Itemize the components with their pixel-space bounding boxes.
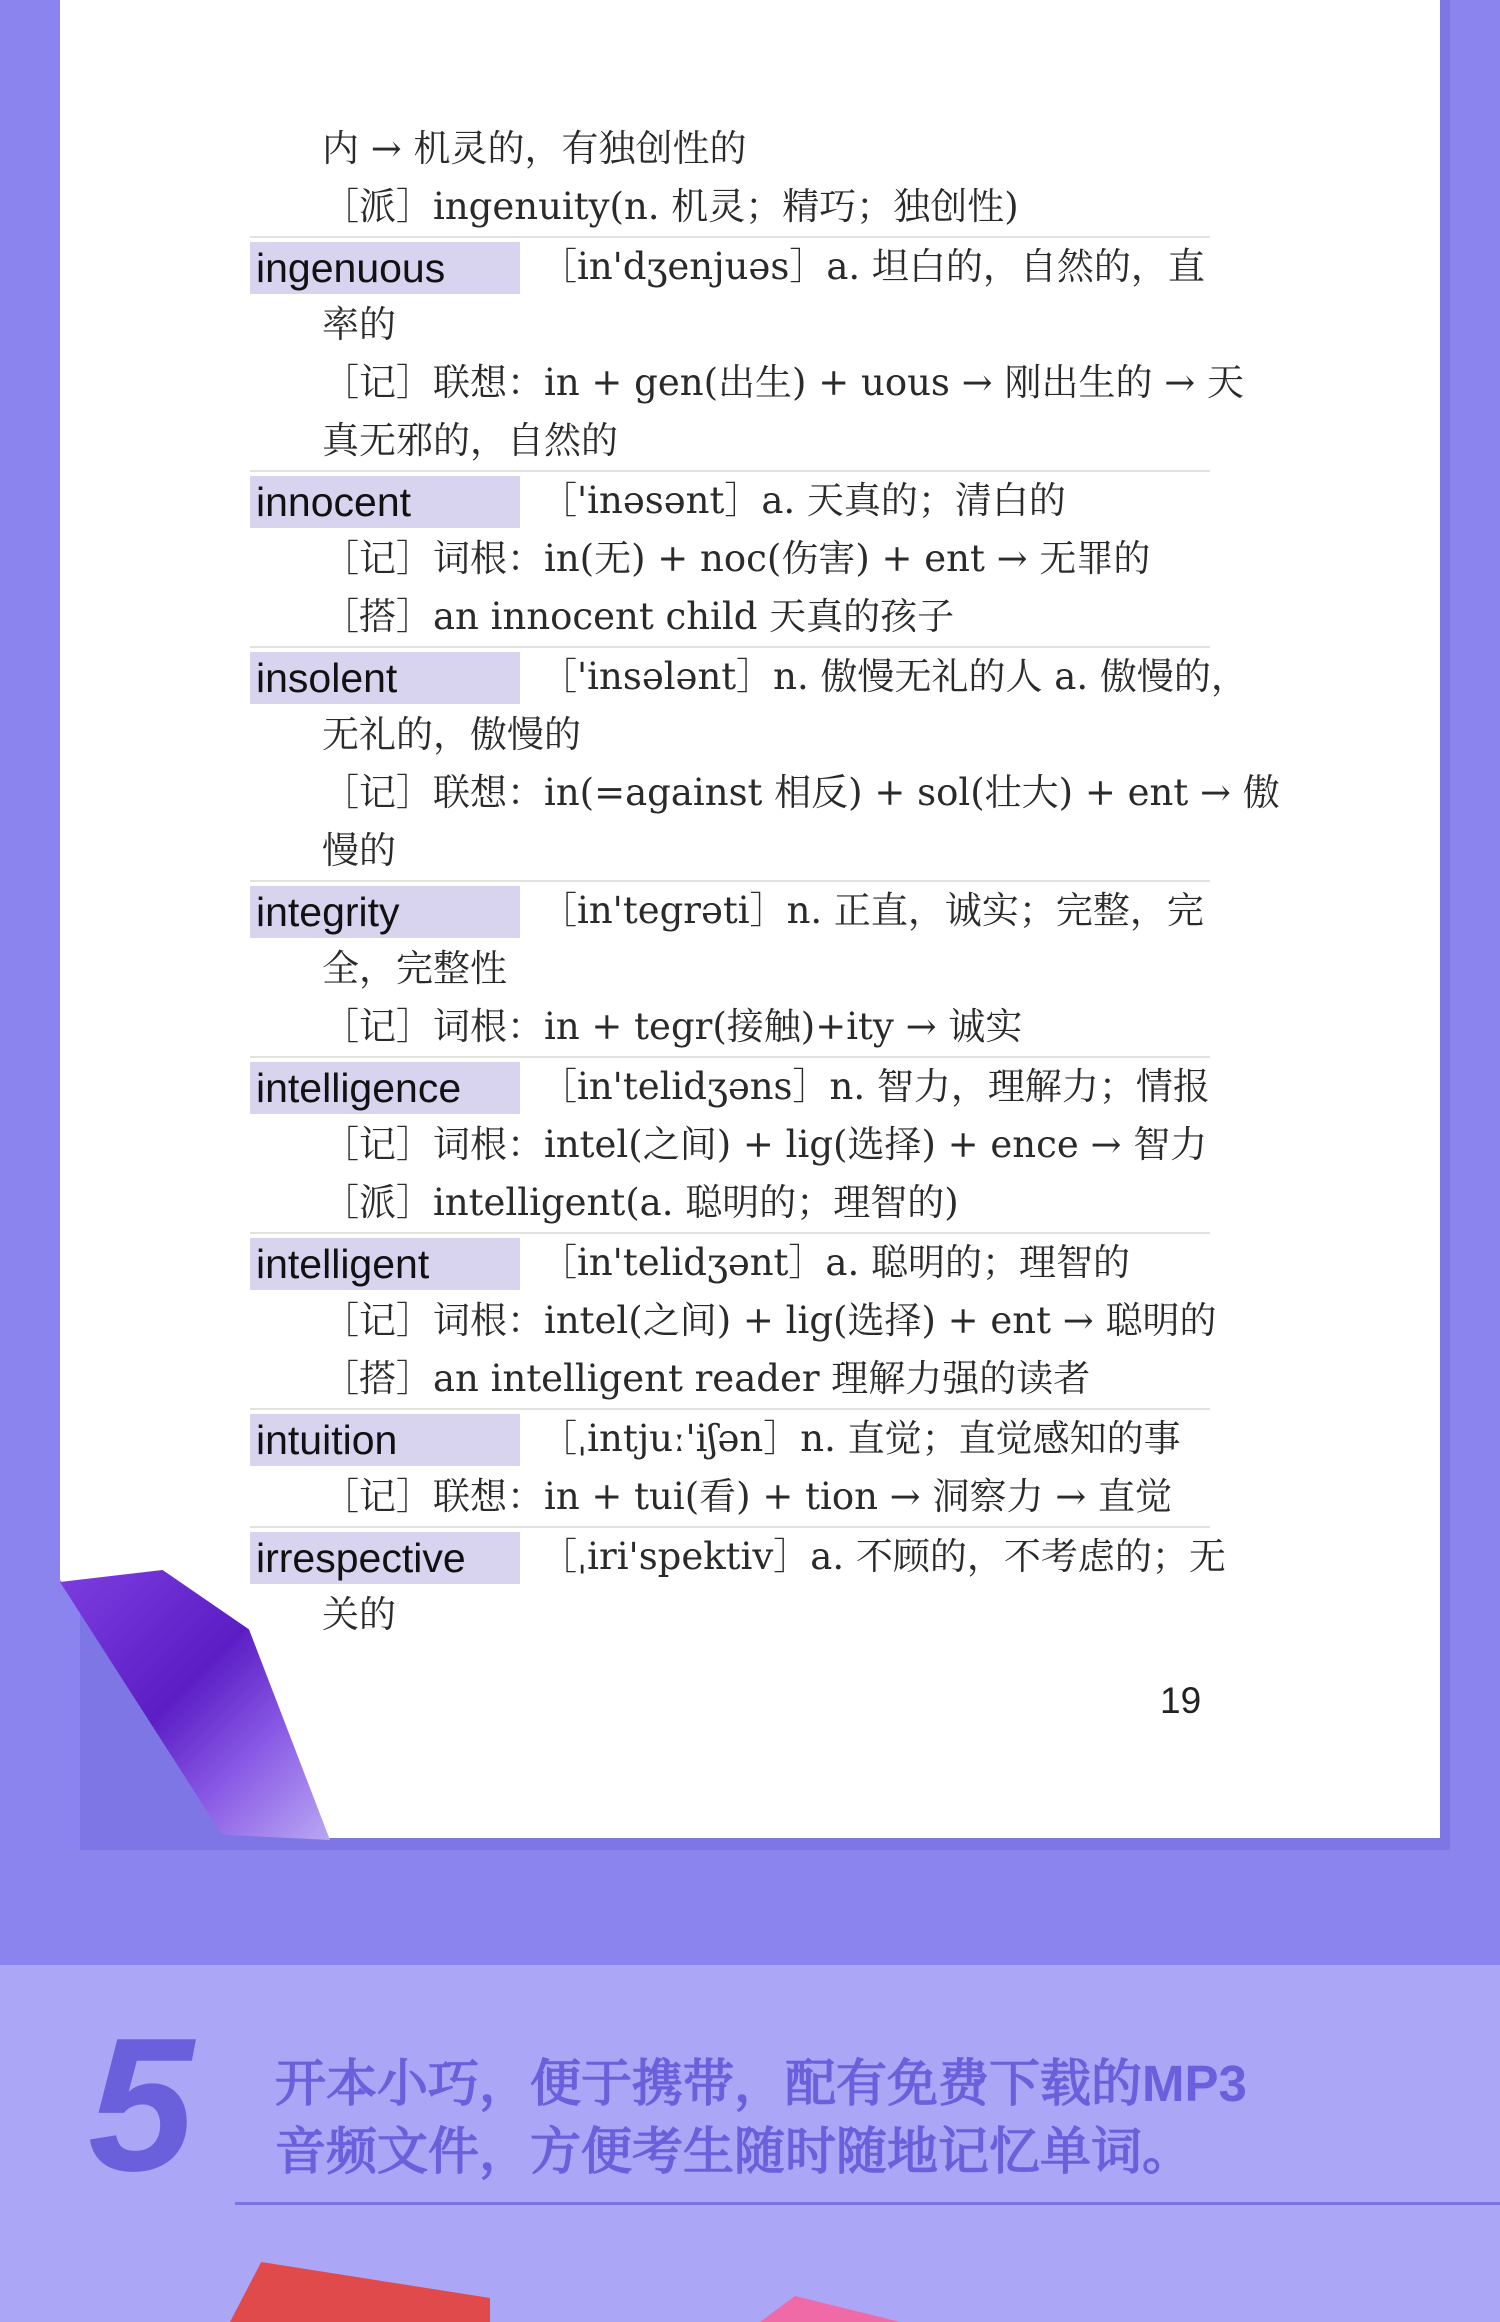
definition: ［ˌiri'spektiv］a. 不顾的，不考虑的；无 xyxy=(540,1535,1226,1578)
entry-line: ［记］联想：in + gen(出生) + uous → 刚出生的 → 天 xyxy=(322,361,1244,404)
headword: intuition xyxy=(250,1414,520,1466)
feature-line-2: 音频文件，方便考生随时随地记忆单词。 xyxy=(275,2123,1194,2180)
headword: insolent xyxy=(250,652,520,704)
entry-line: 慢的 xyxy=(322,829,396,872)
page-number: 19 xyxy=(1160,1680,1202,1721)
entry-line: ［记］联想：in(=against 相反) + sol(壮大) + ent → 傲 xyxy=(322,771,1280,814)
definition: ［in'dʒenjuəs］a. 坦白的，自然的，直 xyxy=(540,245,1205,288)
entry-innocent xyxy=(250,470,1210,646)
feature-number: 5 xyxy=(88,1999,194,2211)
feature-line-1: 开本小巧，便于携带，配有免费下载的MP3 xyxy=(275,2055,1247,2112)
entry-line: ［搭］an intelligent reader 理解力强的读者 xyxy=(322,1357,1091,1400)
entry-line: 率的 xyxy=(322,303,396,346)
entry-intelligent xyxy=(250,1232,1217,1408)
entry-line: ［记］词根：in + tegr(接触)+ity → 诚实 xyxy=(322,1005,1023,1048)
definition: ［'inəsənt］a. 天真的；清白的 xyxy=(540,479,1066,522)
headword: intelligent xyxy=(250,1238,520,1290)
entry-line: ［记］联想：in + tui(看) + tion → 洞察力 → 直觉 xyxy=(322,1475,1172,1518)
headword: irrespective xyxy=(250,1532,520,1584)
entry-line: ［记］词根：intel(之间) + lig(选择) + ent → 聪明的 xyxy=(322,1299,1217,1342)
entry-line: 全，完整性 xyxy=(322,947,507,990)
entry-line: 真无邪的，自然的 xyxy=(322,419,618,462)
entry-line: ［搭］an innocent child 天真的孩子 xyxy=(322,595,955,638)
entry-line: ［派］intelligent(a. 聪明的；理智的) xyxy=(322,1181,959,1224)
definition: ［ˌintjuː'iʃən］n. 直觉；直觉感知的事 xyxy=(540,1417,1181,1460)
headword: innocent xyxy=(250,476,520,528)
entry-irrespective xyxy=(250,1526,1226,1644)
headword: intelligence xyxy=(250,1062,520,1114)
entry-line: ［记］词根：in(无) + noc(伤害) + ent → 无罪的 xyxy=(322,537,1151,580)
headword: integrity xyxy=(250,886,520,938)
definition: ［in'telidʒənt］a. 聪明的；理智的 xyxy=(540,1241,1131,1284)
entry-line: 无礼的，傲慢的 xyxy=(322,713,581,756)
entry-intuition xyxy=(250,1408,1210,1526)
entry-integrity xyxy=(250,880,1210,1056)
feature-divider xyxy=(235,2202,1500,2205)
headword: ingenuous xyxy=(250,242,520,294)
definition: ［in'tegrəti］n. 正直，诚实；完整，完 xyxy=(540,889,1204,932)
entry-line: ［记］词根：intel(之间) + lig(选择) + ence → 智力 xyxy=(322,1123,1208,1166)
entry-list xyxy=(250,120,1280,1644)
entry-ingenuous xyxy=(250,236,1244,470)
definition: ［in'telidʒəns］n. 智力，理解力；情报 xyxy=(540,1065,1210,1108)
entry-intelligence xyxy=(250,1056,1210,1232)
entry-insolent xyxy=(250,646,1280,880)
continuation-line: ［派］ingenuity(n. 机灵；精巧；独创性) xyxy=(322,185,1019,228)
entry-line: 关的 xyxy=(322,1593,396,1636)
continuation-line: 内 → 机灵的，有独创性的 xyxy=(322,127,747,170)
feature-text xyxy=(275,2050,1247,2186)
definition: ［'insələnt］n. 傲慢无礼的人 a. 傲慢的， xyxy=(540,655,1248,698)
